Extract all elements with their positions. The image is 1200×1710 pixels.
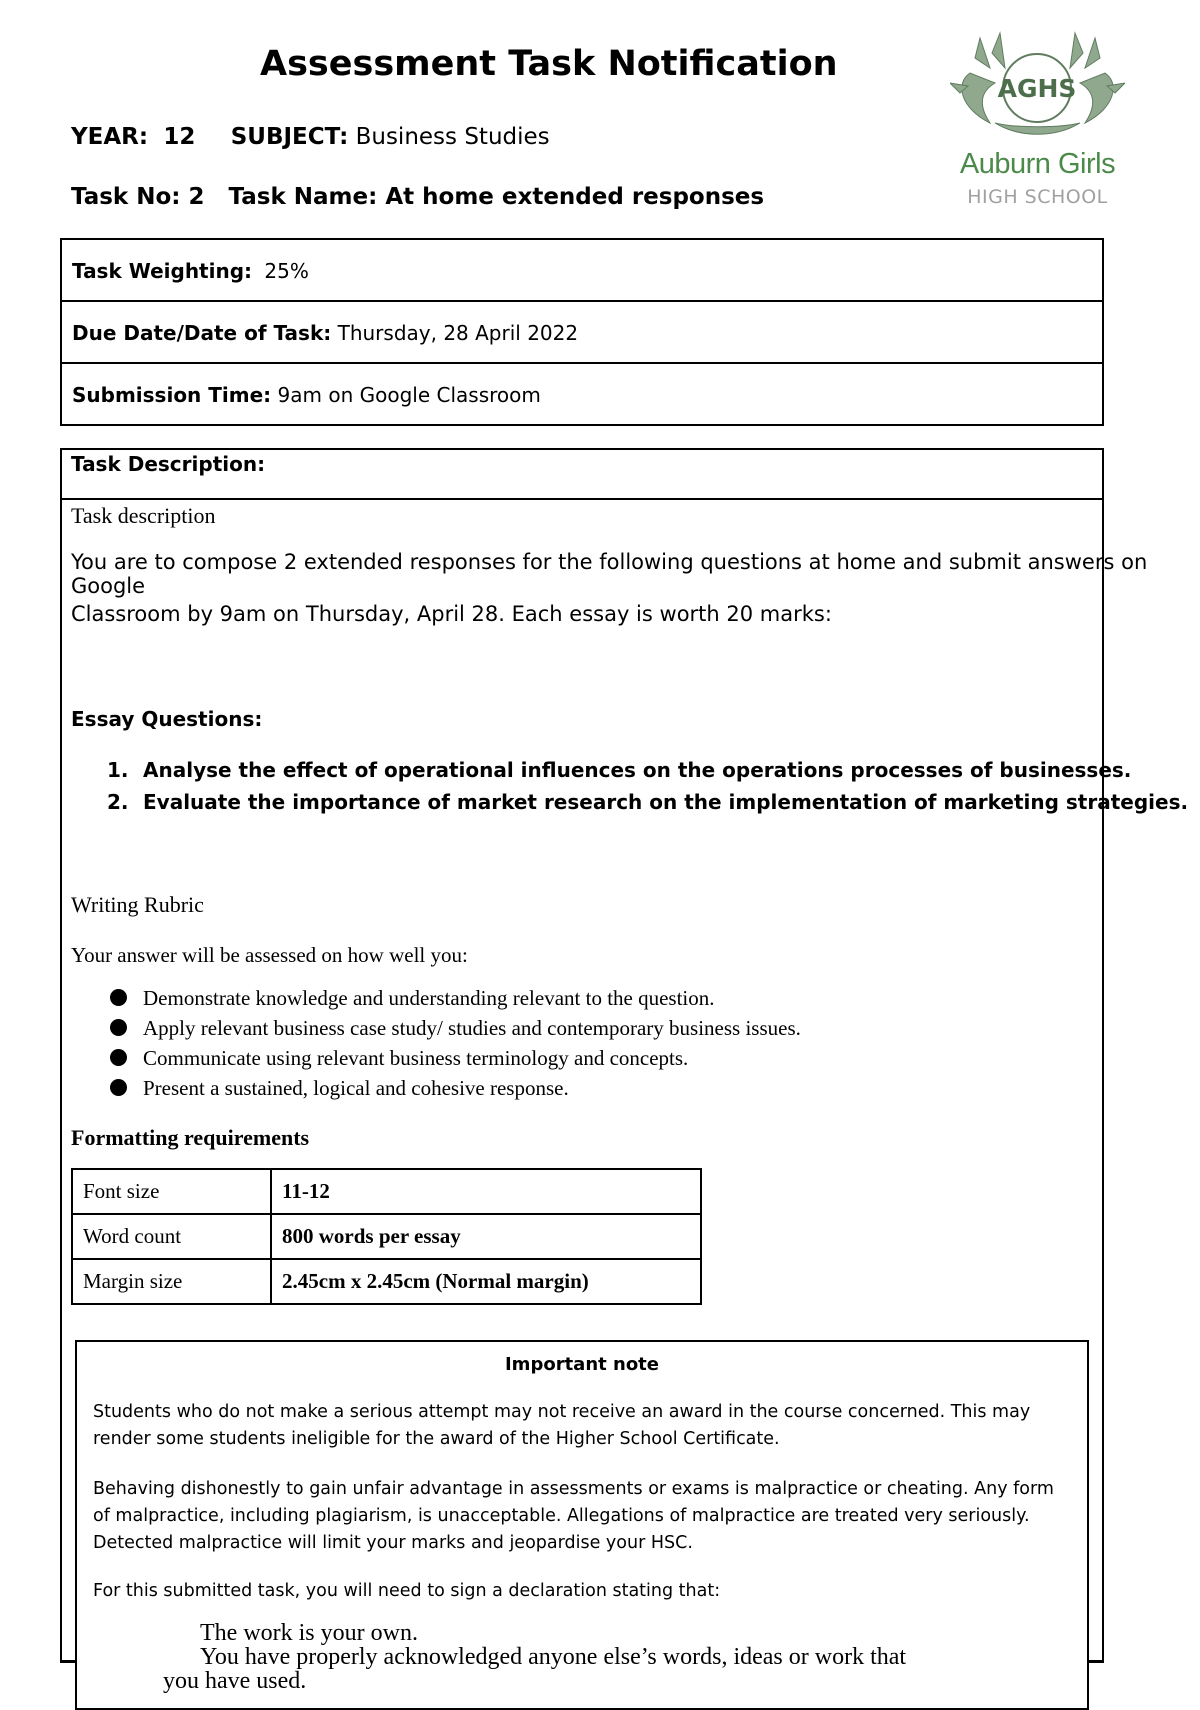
table-cell-label: Margin size xyxy=(72,1259,271,1304)
essay-question xyxy=(107,758,1131,782)
question-text: Evaluate the importance of market research on the implementation of marketing strategies. xyxy=(143,790,1189,814)
essay-question xyxy=(107,790,1188,814)
task-name-label: Task Name: xyxy=(228,184,378,210)
formatting-requirements-heading: Formatting requirements xyxy=(71,1125,310,1150)
year-label: YEAR: xyxy=(71,124,149,150)
note-paragraph: Behaving dishonestly to gain unfair advantage in assessments or exams is malpractice or cheating. Any form of malpractice, including plagiarism, is unacceptable. Allegations of malpractice are treated very seriously. Detected malpractice will limit your marks and jeopardise your HSC. xyxy=(93,1479,1054,1553)
logo-school-subtitle: HIGH SCHOOL xyxy=(967,186,1108,208)
task-description-subheading: Task description xyxy=(71,503,216,528)
declaration-item: You have properly acknowledged anyone else’s words, ideas or work that xyxy=(200,1644,907,1670)
task-info-box xyxy=(60,238,1104,426)
rubric-item: Demonstrate knowledge and understanding relevant to the question. xyxy=(110,986,715,1011)
task-name-value: At home extended responses xyxy=(385,184,765,210)
bullet-icon xyxy=(110,1019,127,1036)
table-row xyxy=(72,1214,701,1259)
due-date-row xyxy=(62,302,1102,364)
table-row xyxy=(72,1259,701,1304)
table-cell-value: 800 words per essay xyxy=(271,1214,701,1259)
note-paragraph: For this submitted task, you will need to sign a declaration stating that: xyxy=(93,1581,721,1601)
weighting-value: 25% xyxy=(264,259,309,283)
table-cell-value: 2.45cm x 2.45cm (Normal margin) xyxy=(271,1259,701,1304)
divider xyxy=(1088,1660,1104,1662)
formatting-table xyxy=(71,1168,702,1305)
question-number: 2. xyxy=(107,790,129,814)
time-value: 9am on Google Classroom xyxy=(277,383,541,407)
due-value: Thursday, 28 April 2022 xyxy=(337,321,579,345)
important-note-title: Important note xyxy=(504,1354,659,1375)
question-text: Analyse the effect of operational influences on the operations processes of businesses. xyxy=(143,758,1132,782)
subject-value: Business Studies xyxy=(355,124,550,150)
submission-time-row xyxy=(62,364,1102,426)
table-cell-value: 11-12 xyxy=(271,1169,701,1214)
question-number: 1. xyxy=(107,758,129,782)
table-row xyxy=(72,1169,701,1214)
writing-rubric-heading: Writing Rubric xyxy=(71,892,204,917)
weighting-label: Task Weighting: xyxy=(72,259,253,283)
essay-questions-heading: Essay Questions: xyxy=(71,707,263,731)
divider xyxy=(60,498,1104,500)
bullet-icon xyxy=(110,989,127,1006)
task-no-label: Task No: xyxy=(71,184,181,210)
page-title: Assessment Task Notification xyxy=(260,44,838,84)
rubric-item: Present a sustained, logical and cohesive response. xyxy=(110,1076,569,1101)
laurel-emblem-icon xyxy=(950,28,1125,148)
declaration-item-continued: you have used. xyxy=(163,1668,307,1694)
subject-label: SUBJECT: xyxy=(230,124,349,150)
divider xyxy=(60,1660,76,1662)
rubric-item: Communicate using relevant business terminology and concepts. xyxy=(110,1046,688,1071)
due-label: Due Date/Date of Task: xyxy=(72,321,332,345)
table-cell-label: Word count xyxy=(72,1214,271,1259)
description-line-2: Classroom by 9am on Thursday, April 28. Each essay is worth 20 marks: xyxy=(71,602,832,626)
rubric-intro: Your answer will be assessed on how well you: xyxy=(71,943,468,967)
bullet-icon xyxy=(110,1079,127,1096)
declaration-item: The work is your own. xyxy=(200,1620,418,1646)
task-line xyxy=(71,184,764,210)
year-value: 12 xyxy=(163,124,196,150)
task-weighting-row xyxy=(62,240,1102,302)
logo-school-name: Auburn Girls xyxy=(959,148,1116,180)
description-line-1: You are to compose 2 extended responses for the following questions at home and submit answers on Google xyxy=(71,550,1148,598)
time-label: Submission Time: xyxy=(72,383,272,407)
bullet-icon xyxy=(110,1049,127,1066)
logo-monogram: AGHS xyxy=(997,74,1077,103)
rubric-item: Apply relevant business case study/ studies and contemporary business issues. xyxy=(110,1016,801,1041)
task-no-value: 2 xyxy=(188,184,205,210)
year-subject-line xyxy=(71,124,550,150)
task-description-heading: Task Description: xyxy=(71,452,266,476)
note-paragraph: Students who do not make a serious attempt may not receive an award in the course concerned. This may render some students ineligible for the award of the Higher School Certificate. xyxy=(93,1402,1031,1449)
table-cell-label: Font size xyxy=(72,1169,271,1214)
